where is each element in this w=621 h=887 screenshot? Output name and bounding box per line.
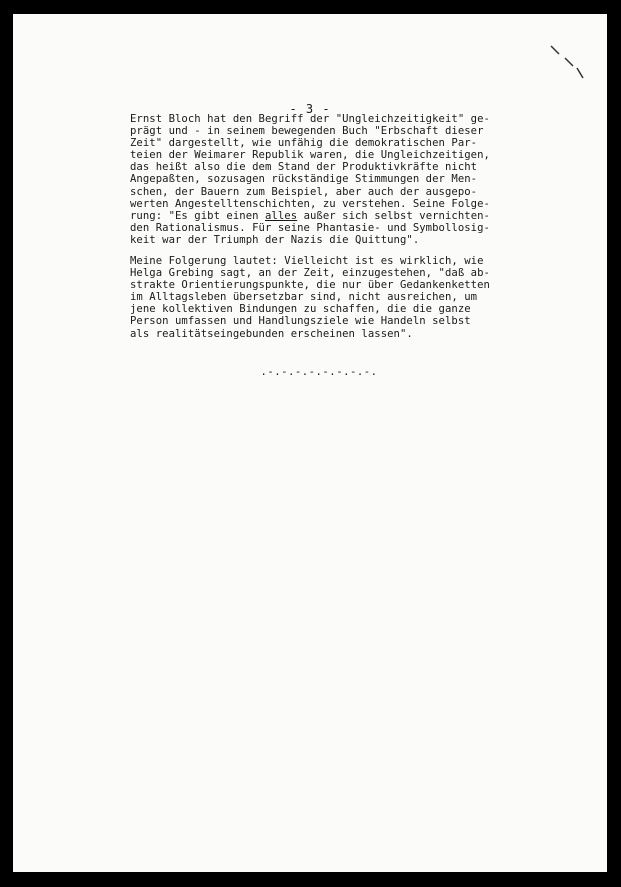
text-line: Zeit" dargestellt, wie unfähig die demokratischen Par- bbox=[130, 137, 478, 150]
text-line: im Alltagsleben übersetzbar sind, nicht ausreichen, um bbox=[130, 291, 478, 304]
text-line: außer sich selbst vernichten- bbox=[297, 209, 490, 222]
scan-artifact-mark bbox=[549, 44, 589, 84]
text-line: Helga Grebing sagt, an der Zeit, einzugestehen, "daß ab- bbox=[130, 267, 490, 280]
text-line: Person umfassen und Handlungsziele wie Handeln selbst bbox=[130, 315, 471, 328]
text-line: rung: "Es gibt einen bbox=[130, 209, 265, 222]
text-line: schen, der Bauern zum Beispiel, aber auch der ausgepo- bbox=[130, 185, 478, 198]
document-page bbox=[13, 14, 607, 872]
paragraph-2 bbox=[130, 255, 530, 340]
section-divider: .-.-.-.-.-.-.-.-. bbox=[260, 366, 378, 378]
text-line: als realitätseingebunden erscheinen lassen". bbox=[130, 327, 413, 340]
page-number: - 3 - bbox=[289, 102, 331, 116]
text-line: teien der Weimarer Republik waren, die Ungleichzeitigen, bbox=[130, 149, 490, 162]
paragraph-1 bbox=[130, 113, 530, 246]
text-line: Meine Folgerung lautet: Vielleicht ist es wirklich, wie bbox=[130, 255, 484, 267]
underlined-word: alles bbox=[265, 209, 298, 222]
text-line: Angepaßten, sozusagen rückständige Stimmungen der Men- bbox=[130, 173, 478, 186]
text-line: keit war der Triumph der Nazis die Quittung". bbox=[130, 233, 420, 246]
text-line: jene kollektiven Bindungen zu schaffen, die die ganze bbox=[130, 303, 471, 316]
text-line: Ernst Bloch hat den Begriff der "Ungleichzeitigkeit" ge- bbox=[130, 113, 490, 125]
text-line: den Rationalismus. Für seine Phantasie- und Symbollosig- bbox=[130, 221, 490, 234]
text-line: das heißt also die dem Stand der Produktivkräfte nicht bbox=[130, 161, 478, 174]
text-line: strakte Orientierungspunkte, die nur über Gedankenketten bbox=[130, 279, 490, 292]
text-line: werten Angestelltenschichten, zu verstehen. Seine Folge- bbox=[130, 197, 490, 210]
text-line: prägt und - in seinem bewegenden Buch "Erbschaft dieser bbox=[130, 125, 484, 138]
